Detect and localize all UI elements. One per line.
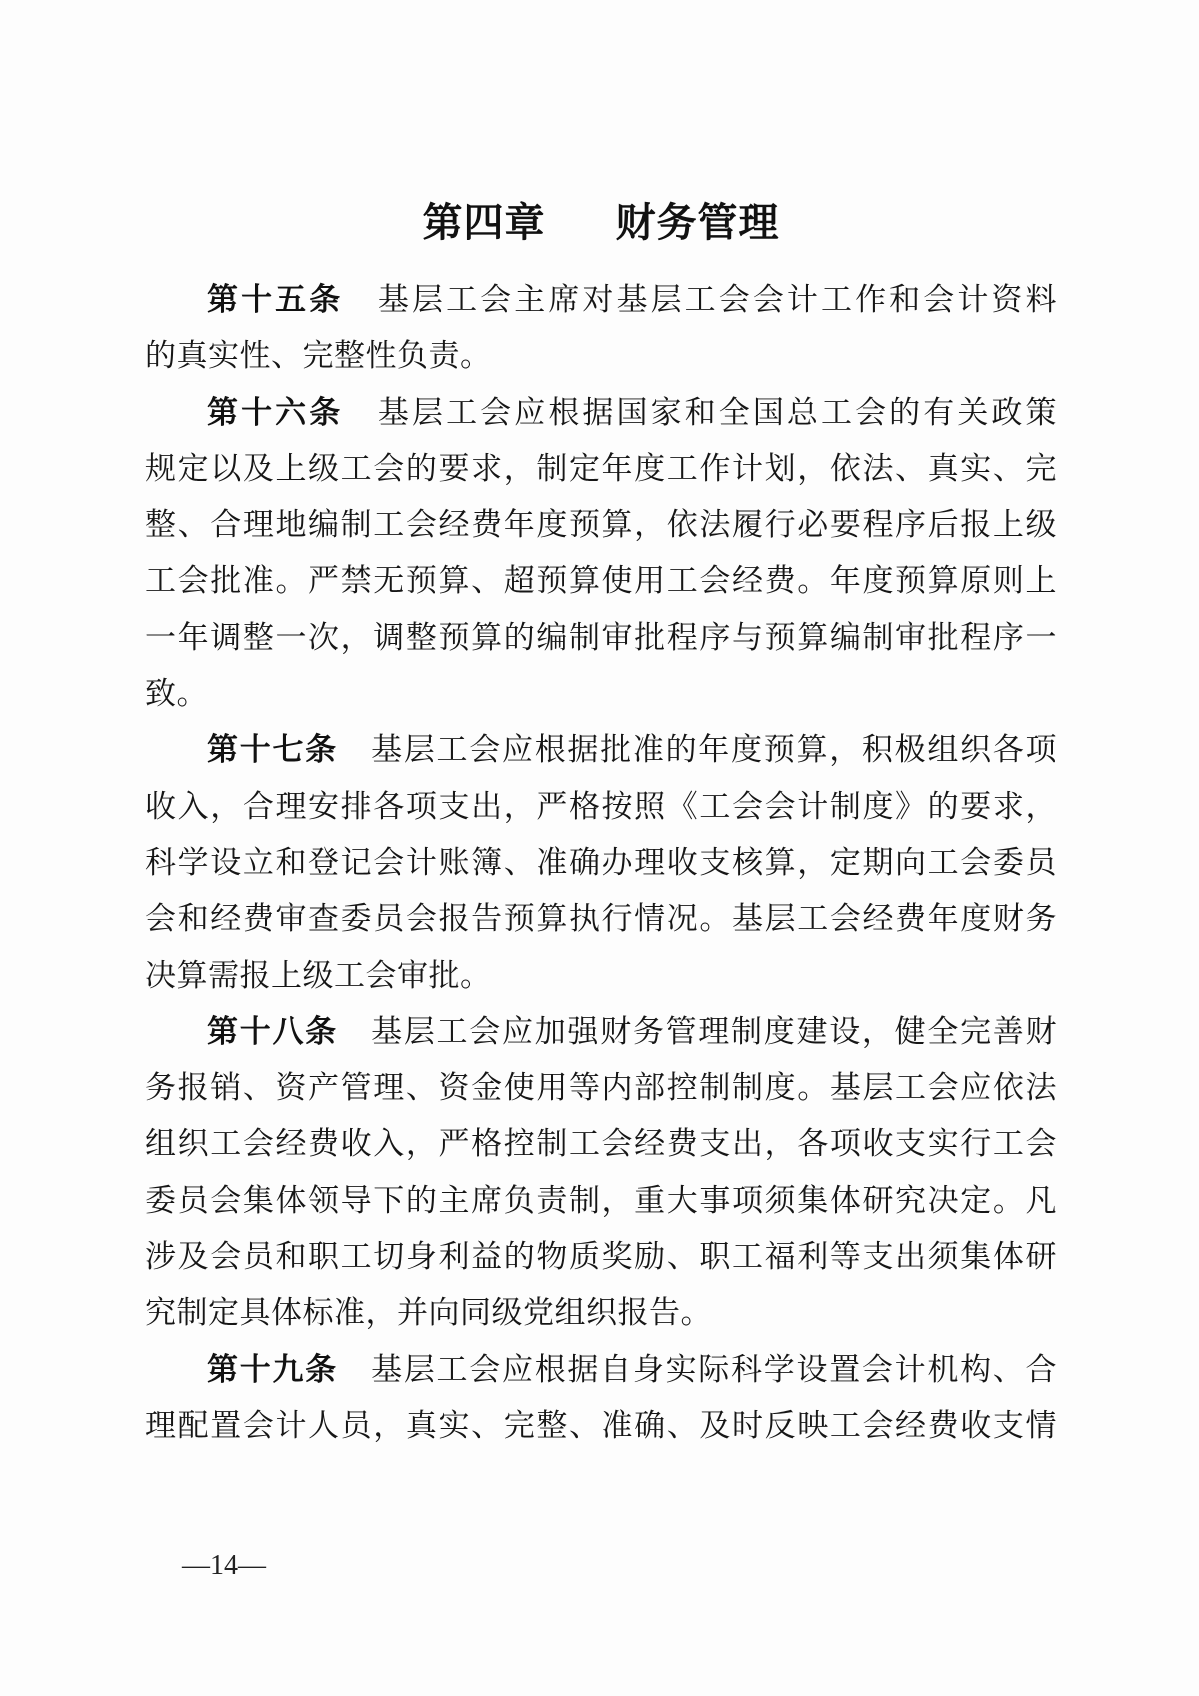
article-paragraph [145, 385, 1057, 723]
article-number: 第十七条 [207, 732, 338, 768]
article-paragraph [145, 272, 1057, 385]
article-number: 第十九条 [207, 1351, 338, 1387]
body-line [145, 272, 1057, 328]
article-first-line-text: 基层工会主席对基层工会会计工作和会计资料 [375, 282, 1058, 317]
body-line: 规定以及上级工会的要求，制定年度工作计划，依法、真实、完 [145, 450, 1057, 486]
article-first-line-text: 基层工会应加强财务管理制度建设，健全完善财 [369, 1013, 1058, 1049]
body-line [145, 385, 1057, 441]
body-line [145, 1004, 1057, 1060]
body-line: 决算需报上级工会审批。 [145, 957, 492, 993]
body-line: 整、合理地编制工会经费年度预算，依法履行必要程序后报上级 [145, 507, 1057, 543]
body-line: 究制定具体标准，并向同级党组织报告。 [145, 1295, 712, 1331]
body-line: 科学设立和登记会计账簿、准确办理收支核算，定期向工会委员 [145, 844, 1057, 880]
body-line: 的真实性、完整性负责。 [145, 338, 492, 374]
body-line: 会和经费审查委员会报告预算执行情况。基层工会经费年度财务 [145, 901, 1057, 937]
article-number: 第十六条 [207, 394, 344, 430]
page-number: —14— [182, 1550, 266, 1581]
document-body [145, 272, 1057, 1454]
body-line: 委员会集体领导下的主席负责制，重大事项须集体研究决定。凡 [145, 1182, 1057, 1218]
body-line: 理配置会计人员，真实、完整、准确、及时反映工会经费收支情 [145, 1407, 1057, 1443]
body-line: 务报销、资产管理、资金使用等内部控制制度。基层工会应依法 [145, 1070, 1057, 1106]
body-line: 涉及会员和职工切身利益的物质奖励、职工福利等支出须集体研 [145, 1239, 1057, 1275]
article-first-line-text: 基层工会应根据国家和全国总工会的有关政策 [375, 394, 1058, 430]
body-line: 一年调整一次，调整预算的编制审批程序与预算编制审批程序一 [145, 619, 1057, 655]
article-paragraph [145, 1342, 1057, 1455]
article-first-line-text: 基层工会应根据批准的年度预算，积极组织各项 [369, 732, 1058, 768]
body-line [145, 1342, 1057, 1398]
document-content [145, 198, 1057, 1454]
article-first-line-text: 基层工会应根据自身实际科学设置会计机构、合 [369, 1351, 1058, 1387]
chapter-name: 财务管理 [615, 201, 780, 245]
page-footer [182, 1548, 266, 1584]
article-number: 第十八条 [207, 1013, 338, 1049]
body-line: 工会批准。严禁无预算、超预算使用工会经费。年度预算原则上 [145, 563, 1057, 599]
article-paragraph [145, 722, 1057, 1003]
body-line: 组织工会经费收入，严格控制工会经费支出，各项收支实行工会 [145, 1126, 1057, 1162]
chapter-number: 第四章 [422, 201, 546, 245]
body-line [145, 722, 1057, 778]
chapter-title [145, 198, 1057, 248]
article-paragraph [145, 1004, 1057, 1342]
article-number: 第十五条 [207, 282, 344, 317]
body-line: 致。 [145, 676, 208, 712]
body-line: 收入，合理安排各项支出，严格按照《工会会计制度》的要求， [145, 788, 1057, 824]
